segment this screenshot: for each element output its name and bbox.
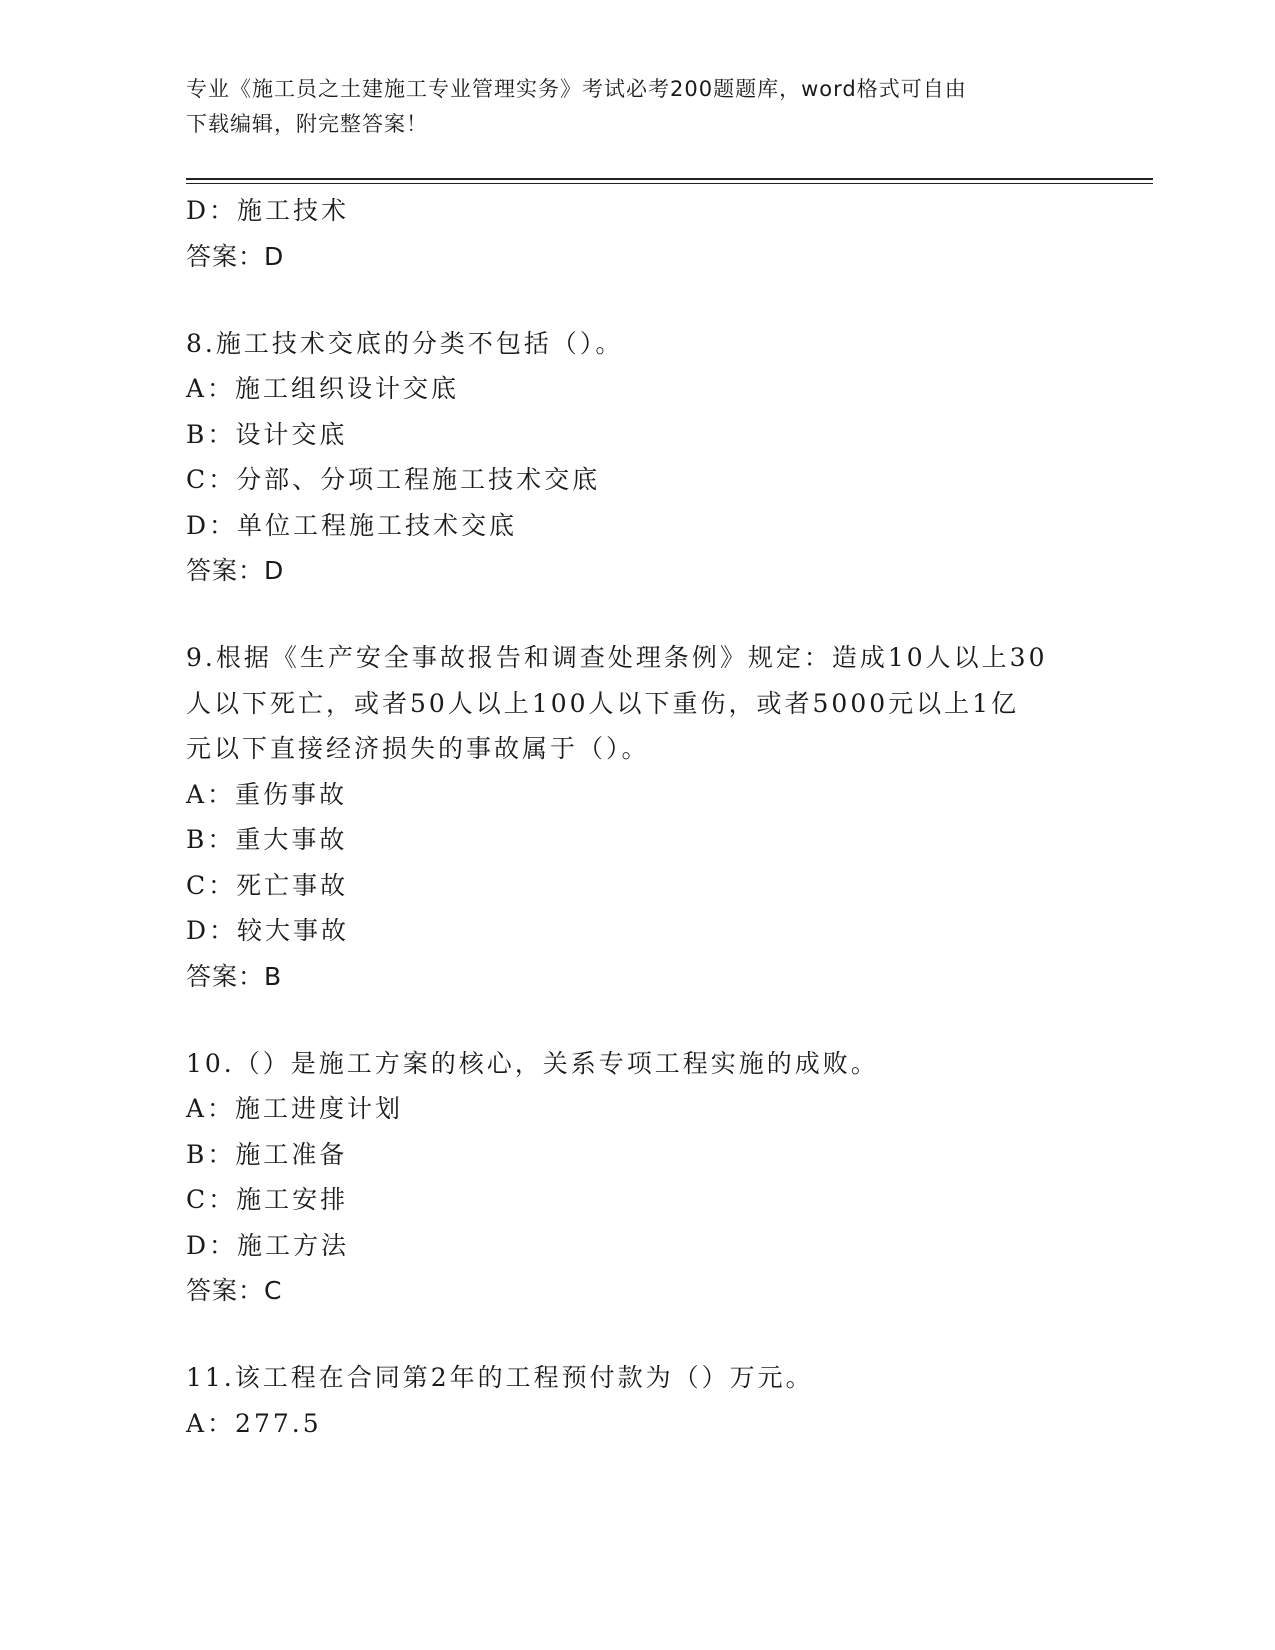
option-d: D：施工技术 (186, 196, 350, 225)
option-b: B：设计交底 (186, 419, 348, 449)
option-b: B：重大事故 (186, 825, 348, 854)
document-body (186, 188, 1086, 1446)
question-stem-line-2: 人以下死亡，或者50人以上100人以下重伤，或者5000元以上1亿 (186, 688, 1020, 718)
header-line-1: 专业《施工员之土建施工专业管理实务》考试必考200题题库，word格式可自由 (186, 77, 967, 101)
option-c: C：死亡事故 (186, 870, 349, 900)
option-b: B：施工准备 (186, 1139, 348, 1169)
option-a: A：施工进度计划 (186, 1094, 404, 1123)
answer-line: 答案：B (186, 961, 283, 991)
answer-line: 答案：C (186, 1276, 283, 1305)
option-c: C：施工安排 (186, 1185, 349, 1214)
question-10 (186, 1041, 1086, 1315)
question-11 (186, 1355, 1086, 1446)
option-a: A：277.5 (186, 1408, 322, 1438)
option-a: A：施工组织设计交底 (186, 374, 460, 403)
spacer (186, 594, 1086, 635)
question-stem-line-1: 9.根据《生产安全事故报告和调查处理条例》规定：造成10人以上30 (186, 643, 1048, 672)
question-9 (186, 635, 1086, 1000)
option-a: A：重伤事故 (186, 779, 348, 809)
question-stem: 8.施工技术交底的分类不包括（）。 (186, 328, 624, 358)
question-stem: 11.该工程在合同第2年的工程预付款为（）万元。 (186, 1363, 814, 1392)
spacer (186, 1000, 1086, 1041)
question-stem: 10.（）是施工方案的核心，关系专项工程实施的成败。 (186, 1048, 879, 1078)
question-8 (186, 321, 1086, 595)
spacer (186, 1314, 1086, 1355)
option-d: D：较大事故 (186, 916, 350, 945)
option-d: D：施工方法 (186, 1230, 350, 1260)
spacer (186, 280, 1086, 321)
question-7-continuation (186, 188, 1086, 280)
header-divider-thin (186, 183, 1153, 184)
option-c: C：分部、分项工程施工技术交底 (186, 465, 601, 494)
answer-line: 答案：D (186, 241, 285, 271)
question-stem-line-3: 元以下直接经济损失的事故属于（）。 (186, 734, 650, 763)
header-line-2: 下载编辑，附完整答案！ (186, 112, 428, 136)
document-header (186, 72, 1066, 142)
option-d: D：单位工程施工技术交底 (186, 510, 518, 540)
answer-line: 答案：D (186, 556, 285, 585)
header-divider-thick (186, 178, 1153, 180)
